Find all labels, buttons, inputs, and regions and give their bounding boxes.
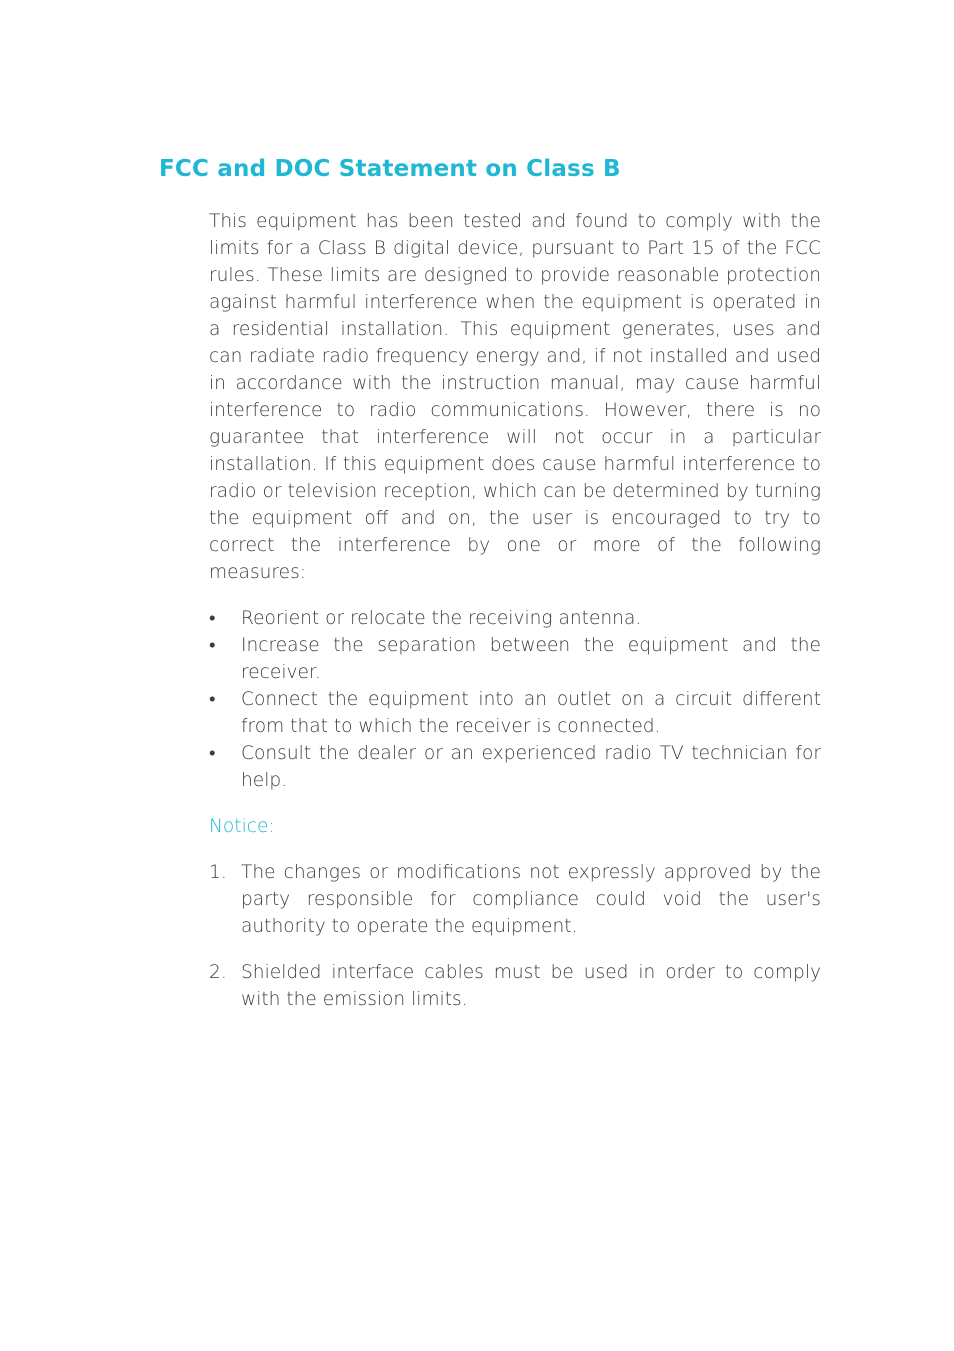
measure-text: Increase the separation between the equipment and the receiver.: [241, 635, 821, 683]
page-title: FCC and DOC Statement on Class B: [159, 156, 621, 182]
notice-number: 1.: [209, 862, 227, 883]
notice-list: [209, 859, 821, 1013]
measure-text: Reorient or relocate the receiving antenna.: [241, 608, 642, 629]
list-item: [209, 959, 821, 1013]
list-item: [209, 686, 821, 740]
bullet-icon: •: [209, 689, 216, 710]
bullet-icon: •: [209, 635, 216, 656]
bullet-icon: •: [209, 743, 216, 764]
intro-paragraph: This equipment has been tested and found to comply with the limits for a Class B digital device, pursuant to Part 15 of the FCC rules. These limits are designed to provide reasonable protection against harmful interference when the equipment is operated in a residential installation. This equipment generates, uses and can radiate radio frequency energy and, if not installed and used in accordance with the instruction manual, may cause harmful interference to radio communications. However, there is no guarantee that interference will not occur in a particular installation. If this equipment does cause harmful interference to radio or television reception, which can be determined by turning the equipment off and on, the user is encouraged to try to correct the interference by one or more of the following measures:: [209, 211, 821, 583]
measures-list: [209, 605, 821, 794]
notice-text: The changes or modifications not expressly approved by the party responsible for compliance could void the user's authority to operate the equipment.: [241, 862, 821, 937]
measure-text: Connect the equipment into an outlet on a circuit different from that to which the receiver is connected.: [241, 689, 821, 737]
list-item: [209, 632, 821, 686]
statement-body: [209, 208, 821, 1013]
measure-text: Consult the dealer or an experienced radio TV technician for help.: [241, 743, 821, 791]
bullet-icon: •: [209, 608, 216, 629]
notice-number: 2.: [209, 962, 227, 983]
list-item: [209, 859, 821, 940]
notice-label: Notice:: [209, 816, 275, 837]
list-item: [209, 740, 821, 794]
notice-text: Shielded interface cables must be used in order to comply with the emission limits.: [241, 962, 821, 1010]
list-item: [209, 605, 821, 632]
